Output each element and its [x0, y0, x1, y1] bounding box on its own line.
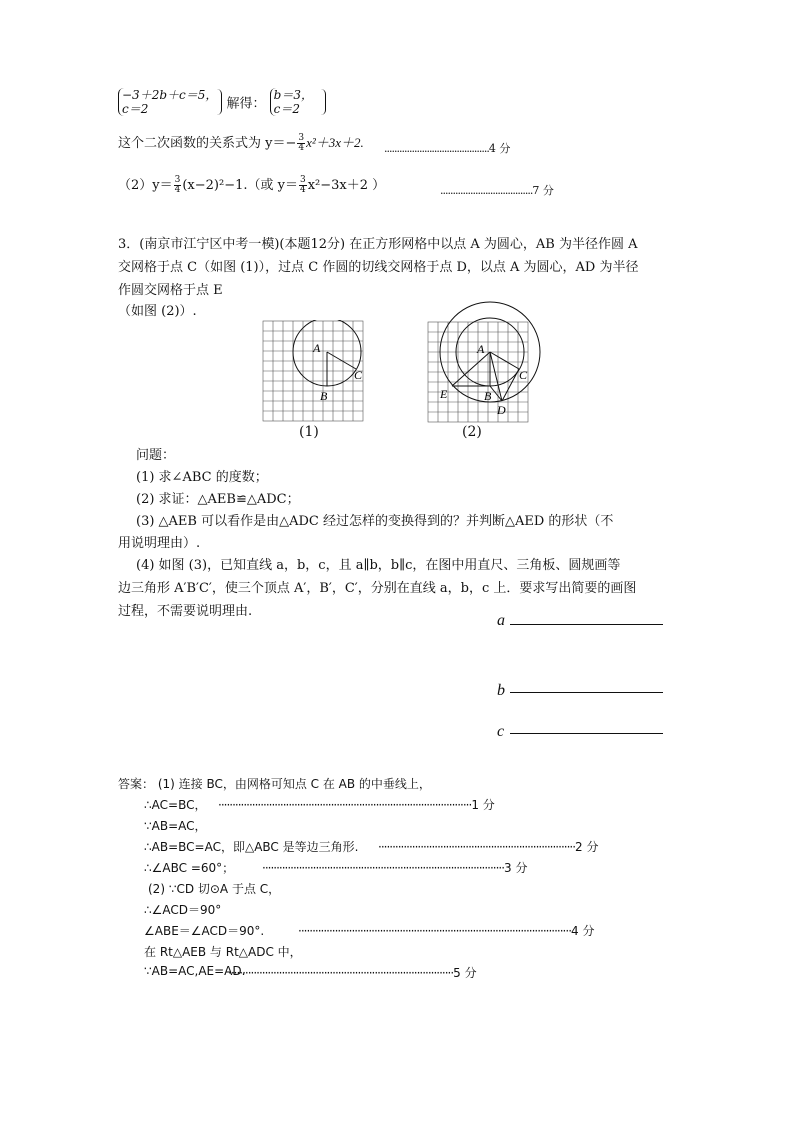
label-c-2: C	[519, 368, 528, 382]
question-2: (2) 求证：△AEB≌△ADC；	[136, 492, 300, 507]
p2-score: 7 分	[532, 184, 554, 197]
label-b: B	[320, 389, 328, 403]
answer-line-5: ∴∠ABC =60°；	[144, 861, 235, 875]
function-line	[118, 132, 364, 153]
answer-line-10-leader: ················································································5 分	[228, 966, 477, 980]
figure-2	[424, 300, 546, 424]
label-d: D	[497, 403, 506, 417]
p2-fraction-2	[299, 176, 307, 195]
solution-brace	[270, 88, 313, 116]
answer-line-4: ∴AB=BC=AC，即△ABC 是等边三角形.	[144, 840, 359, 854]
score-4: 4 分	[571, 924, 595, 938]
function-score-line	[384, 140, 510, 156]
answer-line-7: ∴∠ACD＝90°	[144, 903, 222, 917]
problem-line-3: 作圆交网格于点 E	[118, 283, 223, 298]
p2-suffix: x²−3x＋2 ）	[307, 178, 386, 193]
question-3-line-1: (3) △AEB 可以看作是由△ADC 经过怎样的变换得到的？并判断△AED 的形状（不	[136, 514, 614, 529]
answer-line-5-leader: ······················································································3 分	[262, 861, 528, 875]
p2-frac2-num: 3	[299, 175, 306, 185]
answer-line-8: ∠ABE＝∠ACD＝90°.	[144, 924, 265, 938]
p2-frac-num: 3	[174, 175, 181, 185]
answer-line-4-leader: ······································································2 分	[378, 840, 599, 854]
system-line-1: −3＋2b＋c＝5，	[122, 88, 218, 102]
line-c	[510, 733, 663, 734]
answer-line-3: ∵AB=AC，	[144, 819, 207, 833]
system-equations	[118, 88, 326, 116]
score-2: 2 分	[575, 840, 599, 854]
answer-line-2: ∴AC=BC，	[144, 798, 207, 812]
segment-cd	[502, 369, 519, 401]
problem-line-4: （如图 (2)）.	[118, 304, 197, 319]
p2-leader-dots: .....................................	[440, 184, 533, 197]
label-a: A	[313, 341, 321, 355]
score-3: 3 分	[504, 861, 528, 875]
function-prefix: 这个二次函数的关系式为 y＝−	[118, 136, 297, 151]
p2-mid: (x−2)²−1.（或 y＝	[182, 178, 298, 193]
answer-line-8-leader: ·································································································4 分	[298, 924, 595, 938]
figure-1-caption: (1)	[299, 424, 319, 440]
system-line-2: c＝2	[122, 102, 149, 116]
label-b-2: B	[484, 389, 492, 403]
part2-line	[118, 174, 385, 195]
question-1: (1) 求∠ABC 的度数；	[136, 470, 268, 485]
label-c: C	[354, 368, 363, 382]
answer-line-1: 答案： (1) 连接 BC，由网格可知点 C 在 AB 的中垂线上，	[118, 777, 431, 791]
segment-ac-2	[490, 352, 519, 369]
p2-frac2-den: 4	[299, 185, 306, 195]
line-a-label: a	[497, 612, 505, 629]
right-brace	[217, 89, 222, 115]
problem-line-2: 交网格于点 C（如图 (1)），过点 C 作圆的切线交网格于点 D，以点 A 为圆心，AD 为半径	[118, 260, 639, 275]
left-brace	[118, 88, 217, 116]
part2-score-line	[440, 182, 554, 198]
line-b-label: b	[497, 682, 505, 699]
label-e: E	[440, 387, 448, 401]
label-a-2: A	[477, 342, 485, 356]
answer-line-9: 在 Rt△AEB 与 Rt△ADC 中，	[144, 945, 302, 959]
figure-2-caption: (2)	[462, 424, 482, 440]
leader-dots: ..........................................	[384, 142, 489, 155]
p2-prefix: （2）y＝	[118, 178, 173, 193]
figure-1	[262, 320, 364, 422]
grid-1	[263, 321, 363, 421]
p2-frac-den: 4	[174, 185, 181, 195]
solution-line-1: b＝3，	[273, 88, 313, 102]
questions-header: 问题：	[136, 448, 176, 463]
function-score: 4 分	[488, 142, 511, 155]
segment-ac	[327, 352, 356, 369]
answer-line-2-leader: ··························································································1 分	[218, 798, 495, 812]
answer-line-10: ∵AB=AC,AE=AD.	[144, 964, 246, 978]
solution-line-2: c＝2	[273, 102, 301, 116]
problem-line-1: 3．(南京市江宁区中考一模)(本题12分) 在正方形网格中以点 A 为圆心，AB 为半径作圆 A	[118, 237, 638, 252]
grid-2	[428, 322, 528, 422]
line-c-label: c	[497, 723, 505, 740]
fraction	[297, 134, 305, 153]
function-suffix: x²＋3x＋2.	[306, 135, 364, 150]
question-3-line-2: 用说明理由）.	[118, 536, 201, 551]
line-a	[510, 624, 663, 625]
solution-right-brace	[321, 89, 326, 115]
score-5: 5 分	[453, 966, 477, 980]
question-4-line-3: 过程，不需要说明理由.	[118, 604, 253, 619]
question-4-line-1: (4) 如图 (3)，已知直线 a，b，c，且 a∥b，b∥c，在图中用直尺、三角板、圆规画等	[136, 558, 621, 573]
question-4-line-2: 边三角形 A′B′C′，使三个顶点 A′，B′，C′，分别在直线 a，b，c 上．要求写出简要的画图	[118, 581, 637, 596]
score-1: 1 分	[471, 798, 495, 812]
fraction-den: 4	[298, 143, 305, 153]
answer-line-6: (2) ∵CD 切⊙A 于点 C，	[148, 882, 281, 896]
solve-label: 解得：	[226, 96, 266, 112]
fraction-num: 3	[298, 133, 305, 143]
p2-fraction	[174, 176, 182, 195]
line-b	[510, 692, 663, 693]
